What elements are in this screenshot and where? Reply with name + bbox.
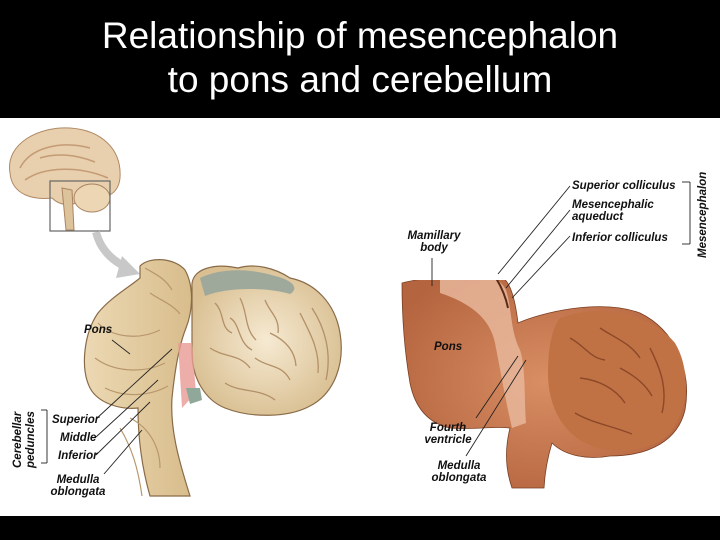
label-middle-peduncle: Middle bbox=[60, 432, 97, 444]
cerebellum-drawing bbox=[192, 266, 341, 415]
label-mamillary-2: body bbox=[420, 242, 448, 254]
label-aqueduct-2: aqueduct bbox=[572, 211, 624, 223]
bottom-bar bbox=[0, 516, 720, 540]
label-aqueduct-1: Mesencephalic bbox=[572, 199, 654, 211]
title-line-1: Relationship of mesencephalon bbox=[101, 15, 619, 56]
label-inferior-colliculus: Inferior colliculus bbox=[572, 232, 668, 244]
zoom-arrow bbox=[96, 232, 140, 278]
label-superior-peduncle: Superior bbox=[52, 414, 100, 426]
label-mamillary-1: Mamillary bbox=[407, 230, 461, 242]
brain-section-photo bbox=[402, 258, 687, 488]
anatomy-illustration bbox=[0, 118, 720, 516]
label-pons-left: Pons bbox=[84, 324, 113, 336]
label-mesencephalon bbox=[697, 172, 709, 258]
label-medulla-right bbox=[428, 460, 490, 484]
brainstem-drawing bbox=[84, 260, 202, 496]
label-mesencephalic-aqueduct bbox=[572, 199, 654, 223]
figure-panel bbox=[0, 118, 720, 516]
label-cerebellar-peduncles bbox=[12, 412, 24, 468]
title-line-2: to pons and cerebellum bbox=[167, 59, 553, 100]
brain-thumbnail bbox=[10, 128, 121, 231]
label-mamillary-body bbox=[404, 230, 464, 254]
label-peduncles: peduncles bbox=[25, 411, 37, 468]
label-medulla-left-1: Medulla bbox=[56, 474, 100, 486]
label-medulla-left bbox=[48, 474, 108, 498]
label-mesencephalon-text: Mesencephalon bbox=[697, 171, 709, 258]
label-superior-colliculus: Superior colliculus bbox=[572, 180, 676, 192]
label-medulla-left-2: oblongata bbox=[50, 486, 106, 498]
label-fourth-ventricle bbox=[420, 422, 476, 446]
label-medulla-right-2: oblongata bbox=[431, 472, 487, 484]
label-peduncles-wrap bbox=[25, 411, 37, 468]
label-pons-right: Pons bbox=[434, 341, 463, 353]
slide-title bbox=[0, 14, 720, 102]
label-fourth-1: Fourth bbox=[429, 422, 467, 434]
label-cerebellar: Cerebellar bbox=[12, 411, 24, 468]
label-fourth-2: ventricle bbox=[424, 434, 472, 446]
label-inferior-peduncle: Inferior bbox=[58, 450, 98, 462]
label-medulla-right-1: Medulla bbox=[437, 460, 481, 472]
